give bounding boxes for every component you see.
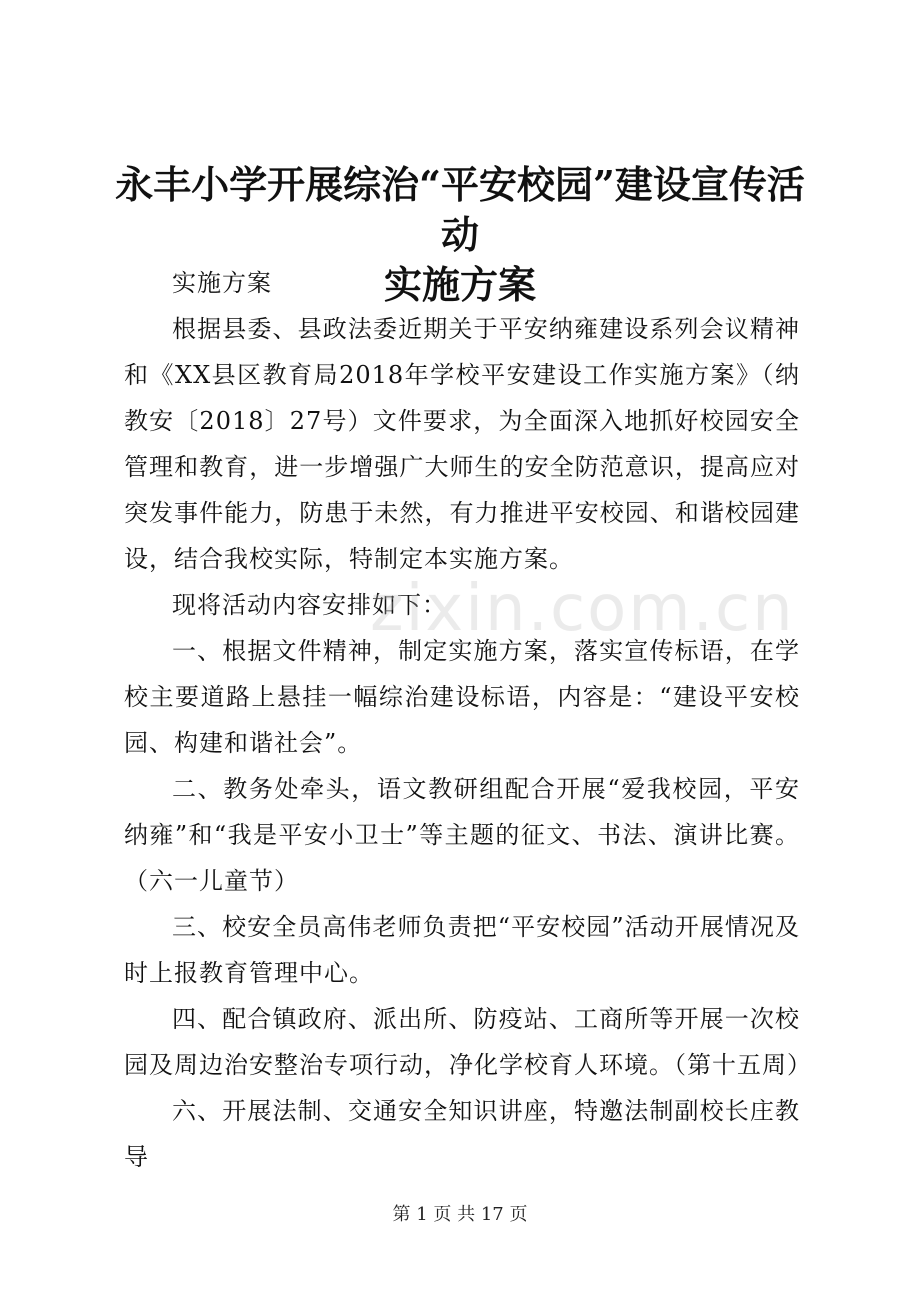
paragraph-intro: 根据县委、县政法委近期关于平安纳雍建设系列会议精神和《XX县区教育局2018年学校平安建设工作实施方案》（纳教安〔2018〕27号）文件要求，为全面深入地抓好校园安全管理和教育，进一步增强广大师生的安全防范意识，提高应对突发事件能力，防患于未然，有力推进平安校园、和谐校园建设，结合我校实际，特制定本实施方案。 — [124, 315, 800, 573]
paragraph-item-4: 四、配合镇政府、派出所、防疫站、工商所等开展一次校园及周边治安整治专项行动，净化学校育人环境。（第十五周） — [124, 1005, 812, 1079]
paragraph-item-1: 一、根据文件精神，制定实施方案，落实宣传标语，在学校主要道路上悬挂一幅综治建设标语，内容是：“建设平安校园、构建和谐社会”。 — [124, 637, 800, 757]
paragraph-arrangement: 现将活动内容安排如下： — [172, 591, 447, 619]
title-line-1: 永丰小学开展综治“平安校园”建设宣传活动 — [115, 162, 805, 257]
paragraph-heading: 实施方案 — [172, 269, 272, 297]
paragraph-item-3: 三、校安全员高伟老师负责把“平安校园”活动开展情况及时上报教育管理中心。 — [124, 913, 800, 987]
paragraph-item-2: 二、教务处牵头，语文教研组配合开展“爱我校园，平安纳雍”和“我是平安小卫士”等主题的征文、书法、演讲比赛。（六一儿童节） — [124, 775, 800, 895]
document-body — [124, 260, 812, 1180]
watermark: zixin.com.cn — [370, 572, 795, 646]
paragraph-item-6: 六、开展法制、交通安全知识讲座，特邀法制副校长庄教导 — [124, 1097, 800, 1171]
page-footer: 第 1 页 共 17 页 — [392, 1204, 528, 1225]
title-line-2: 实施方案 — [383, 262, 536, 307]
